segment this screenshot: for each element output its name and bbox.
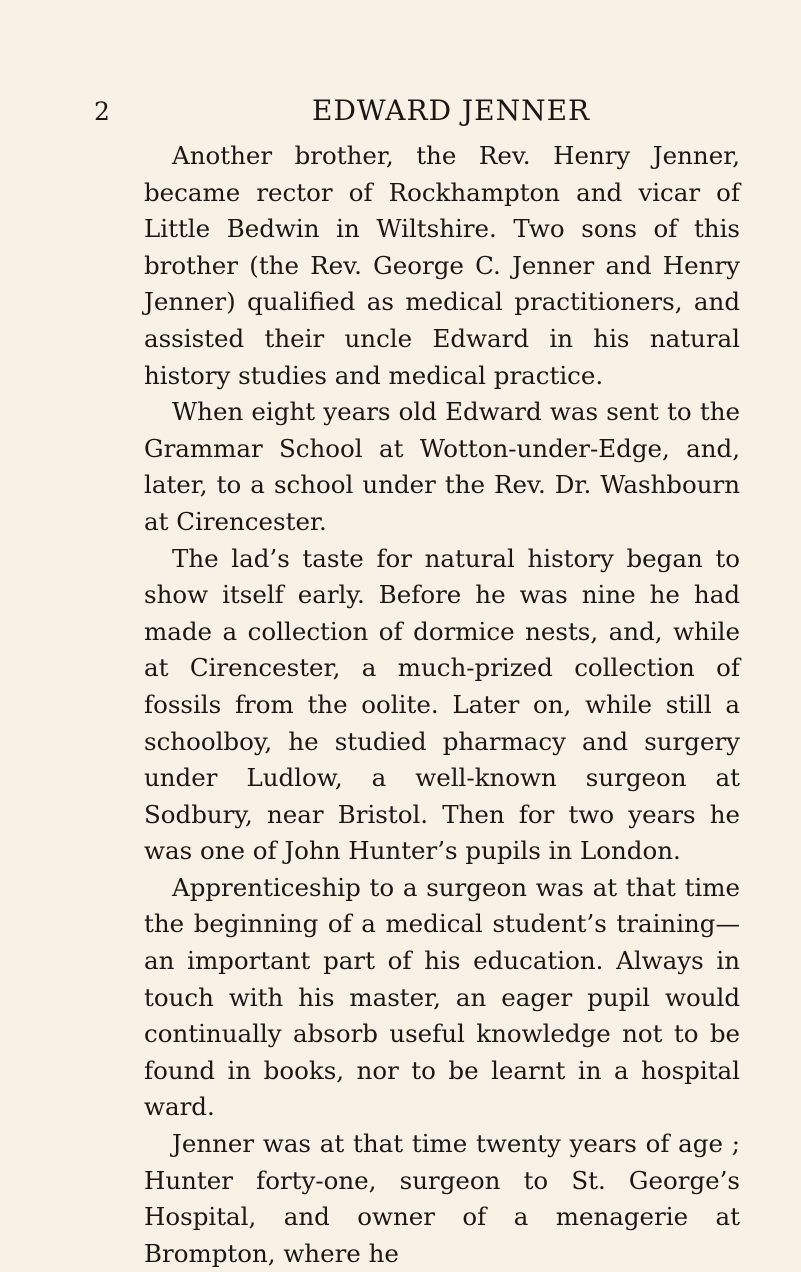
- body-text: [144, 138, 740, 1272]
- running-title: EDWARD JENNER: [312, 94, 591, 127]
- running-head: [0, 94, 801, 134]
- page-number: 2: [94, 97, 110, 126]
- paragraph: When eight years old Edward was sent to the Grammar School at Wotton-under-Edge, and, later, to a school under the Rev. Dr. Washbourn at Cirencester.: [144, 397, 740, 536]
- paragraph: Another brother, the Rev. Henry Jenner, became rector of Rockhampton and vicar of Little Bedwin in Wiltshire. Two sons of this brother (the Rev. George C. Jenner and Henry Jenner) qualified as medical practitioners, and assisted their uncle Edward in his natural history studies and medical practice.: [144, 141, 740, 390]
- paragraph: The lad’s taste for natural history began to show itself early. Before he was nine he had made a collection of dormice nests, and, while at Cirencester, a much-prized collection of fossils from the oolite. Later on, while still a schoolboy, he studied pharmacy and surgery under Ludlow, a well-known surgeon at Sodbury, near Bristol. Then for two years he was one of John Hunter’s pupils in London.: [144, 543, 740, 866]
- paragraph: Apprenticeship to a surgeon was at that time the beginning of a medical student’s training—an important part of his education. Always in touch with his master, an eager pupil would continually absorb useful knowledge not to be found in books, nor to be learnt in a hospital ward.: [144, 872, 740, 1122]
- paragraph: Jenner was at that time twenty years of age ; Hunter forty-one, surgeon to St. George’s Hospital, and owner of a menagerie at Brompton, where he: [144, 1129, 740, 1268]
